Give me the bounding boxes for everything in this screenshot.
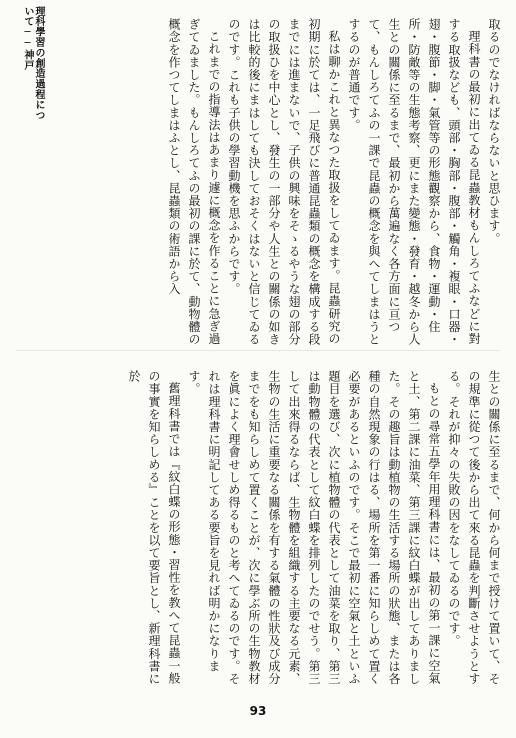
divider [16,350,500,351]
paragraph: 舊理科書では『紋白蝶の形態・習性を教へて昆蟲一般の事實を知らしめる』ことを以て要旨とし、新理科書に於 [127,370,181,685]
paragraph: 理科書の最初に出てゐる昆蟲教材もんしろてふなどに對する取扱なども、頭部・胸部・腹部・觸角・複眼・口器・翅・腹節・脚・氣管等の形態觀察から、食物・運動・住所・防敵等の生態考察、更にまた變態・發育・越冬から人生との關係に至るまで、最初から萬遍なく各方面に亘つて、もんしろてふの一課で昆蟲の概念を與へてしまはうとするのが普通です。 [347,18,481,346]
top-text-block [12,18,504,348]
running-head-title: 理科學習の創造過程について──神戸 [22,6,44,121]
bottom-text-block [12,370,504,690]
paragraph: 生との關係に至るまで、何から何まで授けて置いて、その規準に從つて後から出て來る昆蟲を判斷させようとする。それが抑々の失敗の因をなしてゐるのです。 [447,370,501,685]
paragraph: これまでの指導法はあまり遽に概念を作ることに急ぎ過ぎてゐました。もんしろてふの最初の課に於て、動物體の概念を作つてしまはふとし、昆蟲類の術語から入 [167,18,221,346]
paragraph: もとの尋常五學年用理科書には、最初の第一課に空氣と土、第二課に油菜、第三課に紋白蝶が出してありました。その趣旨は動植物の生活する場所の狀態、または各種の自然現象の行はる、場所を第一番に知らしめて置く必要があるといふのです。そこで最初に空氣と土といふ題目を選び、次に植物體の代表として油菜を取り、第三は動物體の代表として紋白蝶を排列したのでせう。第三して出來得るならば、生物體を組織する主要なる元素、生物の生活に重要なる關係を有する氣體の性狀及び成分までをも知らしめて置くことが、次に學ぶ所の生物教材を眞によく理會せしめ得るものと考へてゐるのです。それは理科書に明記してある要旨を見れば明かになります。 [187,370,441,685]
paragraph: 私は聊かこれと異なつた取扱をしてゐます。昆蟲研究の初期に於ては、一足飛びに普通昆蟲類の概念を構成する段までには進まないで、子供の興味をそゝるやうな翅の部分の取扱ひを中心とし、發生の一部分や人生との關係の如きは比較的後にまはしても決しておそくはないと信じてゐるのです。これも子供の學習動機を思ふからです。 [227,18,341,346]
paragraph: 取るのでなければならないと思ひます。 [487,18,501,245]
page-number: 93 [249,704,267,718]
